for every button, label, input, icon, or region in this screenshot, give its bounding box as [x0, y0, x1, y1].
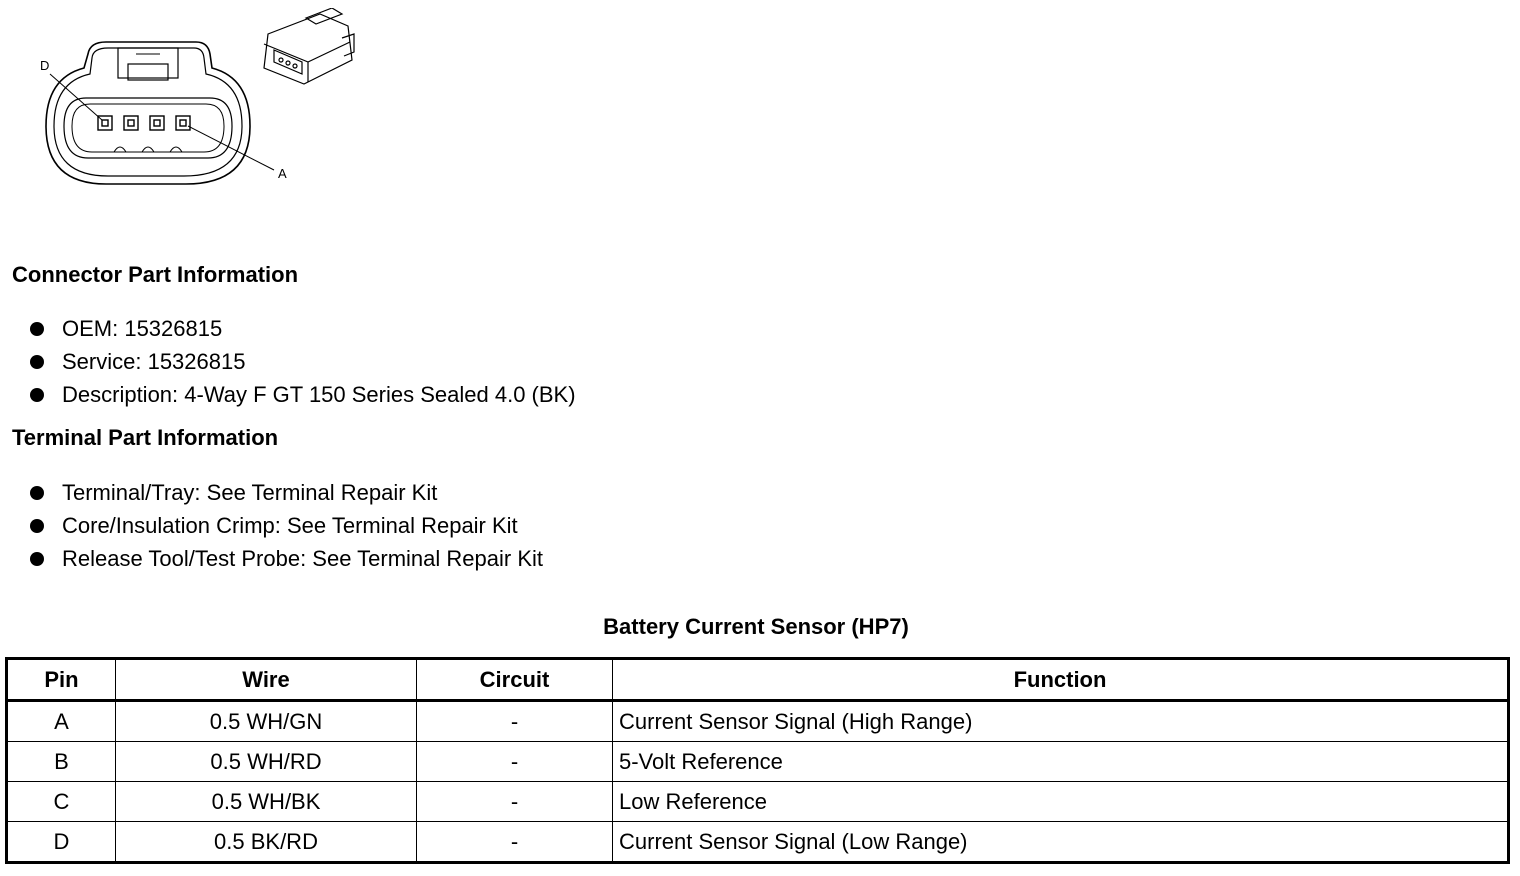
- service-part-number: Service: 15326815: [62, 349, 246, 374]
- oem-part-number: OEM: 15326815: [62, 316, 223, 341]
- bullet-icon: [30, 552, 44, 566]
- list-item: [28, 345, 576, 378]
- pin-cell: D: [7, 822, 116, 863]
- pin-cell: B: [7, 742, 116, 782]
- function-cell: Low Reference: [613, 782, 1509, 822]
- list-item: [28, 542, 543, 575]
- header-wire: Wire: [116, 659, 417, 701]
- bullet-icon: [30, 322, 44, 336]
- table-row: [7, 782, 1509, 822]
- pin-cell: A: [7, 701, 116, 742]
- circuit-cell: -: [417, 701, 613, 742]
- function-cell: Current Sensor Signal (High Range): [613, 701, 1509, 742]
- list-item: [28, 378, 576, 411]
- table-header-row: [7, 659, 1509, 701]
- pinout-table: [5, 657, 1510, 864]
- terminal-tray-info: Terminal/Tray: See Terminal Repair Kit: [62, 480, 438, 505]
- connector-part-heading: Connector Part Information: [12, 262, 299, 287]
- table-row: [7, 822, 1509, 863]
- terminal-part-list: [28, 476, 543, 575]
- release-tool-info: Release Tool/Test Probe: See Terminal Repair Kit: [62, 546, 543, 571]
- table-row: [7, 701, 1509, 742]
- connector-description: Description: 4-Way F GT 150 Series Sealed 4.0 (BK): [62, 382, 576, 407]
- bullet-icon: [30, 355, 44, 369]
- connector-face-illustration: [36, 8, 366, 192]
- bullet-icon: [30, 519, 44, 533]
- circuit-cell: -: [417, 742, 613, 782]
- header-pin: Pin: [7, 659, 116, 701]
- bullet-icon: [30, 486, 44, 500]
- pin-label-a: A: [278, 166, 287, 181]
- connector-diagram: [36, 8, 366, 192]
- pin-cell: C: [7, 782, 116, 822]
- connector-3d-view: [264, 8, 354, 84]
- connector-part-list: [28, 312, 576, 411]
- bullet-icon: [30, 388, 44, 402]
- wire-cell: 0.5 WH/BK: [116, 782, 417, 822]
- wire-cell: 0.5 WH/GN: [116, 701, 417, 742]
- terminal-part-heading: Terminal Part Information: [12, 425, 279, 450]
- list-item: [28, 509, 543, 542]
- circuit-cell: -: [417, 822, 613, 863]
- pin-label-d: D: [40, 58, 50, 73]
- list-item: [28, 476, 543, 509]
- function-cell: Current Sensor Signal (Low Range): [613, 822, 1509, 863]
- function-cell: 5-Volt Reference: [613, 742, 1509, 782]
- header-circuit: Circuit: [417, 659, 613, 701]
- wire-cell: 0.5 WH/RD: [116, 742, 417, 782]
- terminal-cavities: [98, 116, 190, 130]
- table-row: [7, 742, 1509, 782]
- wire-cell: 0.5 BK/RD: [116, 822, 417, 863]
- pinout-table-title: Battery Current Sensor (HP7): [603, 614, 909, 639]
- list-item: [28, 312, 576, 345]
- circuit-cell: -: [417, 782, 613, 822]
- crimp-info: Core/Insulation Crimp: See Terminal Repair Kit: [62, 513, 518, 538]
- header-function: Function: [613, 659, 1509, 701]
